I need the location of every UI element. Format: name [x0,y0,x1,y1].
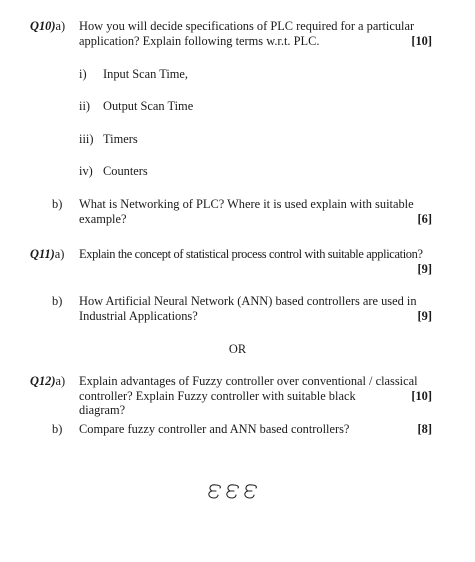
q10a-subitem-iv: iv) Counters [79,164,148,178]
q10a-subitem-i: i) Input Scan Time, [79,67,189,81]
q12b-letter: b) [52,422,63,436]
q10a-text-line2: application? Explain following terms w.r.t. PLC. [79,34,320,48]
q11b-letter: b) [52,294,63,308]
q12a-marks: [10] [411,389,432,403]
or-separator: OR [228,342,247,356]
q10a-marks: [10] [411,34,432,48]
footer-logo-icon [206,481,266,501]
q10a-subitem-ii: ii) Output Scan Time [79,99,194,113]
question-label-q10: Q10)a) [30,19,66,33]
q10b-text-line1: What is Networking of PLC? Where it is used explain with suitable [79,197,414,211]
q11b-text-line2: Industrial Applications? [79,309,198,323]
q10b-marks: [6] [417,212,432,226]
q11a-text-line1: Explain the concept of statistical process control with suitable application? [79,247,423,261]
q11b-marks: [9] [417,309,432,323]
question-label-q11: Q11)a) [30,247,65,261]
q10b-letter: b) [52,197,63,211]
q12a-text-line1: Explain advantages of Fuzzy controller over conventional / classical [79,374,418,388]
q11a-marks: [9] [417,262,432,276]
q10b-text-line2: example? [79,212,127,226]
q12a-text-line2: controller? Explain Fuzzy controller with suitable black diagram? [79,389,356,417]
q12b-text-line1: Compare fuzzy controller and ANN based controllers? [79,422,350,436]
q12b-marks: [8] [417,422,432,436]
q10a-subitem-iii: iii) Timers [79,132,138,146]
question-label-q12: Q12)a) [30,374,66,388]
q11b-text-line1: How Artificial Neural Network (ANN) based controllers are used in [79,294,417,308]
q10a-text-line1: How you will decide specifications of PLC required for a particular [79,19,415,33]
